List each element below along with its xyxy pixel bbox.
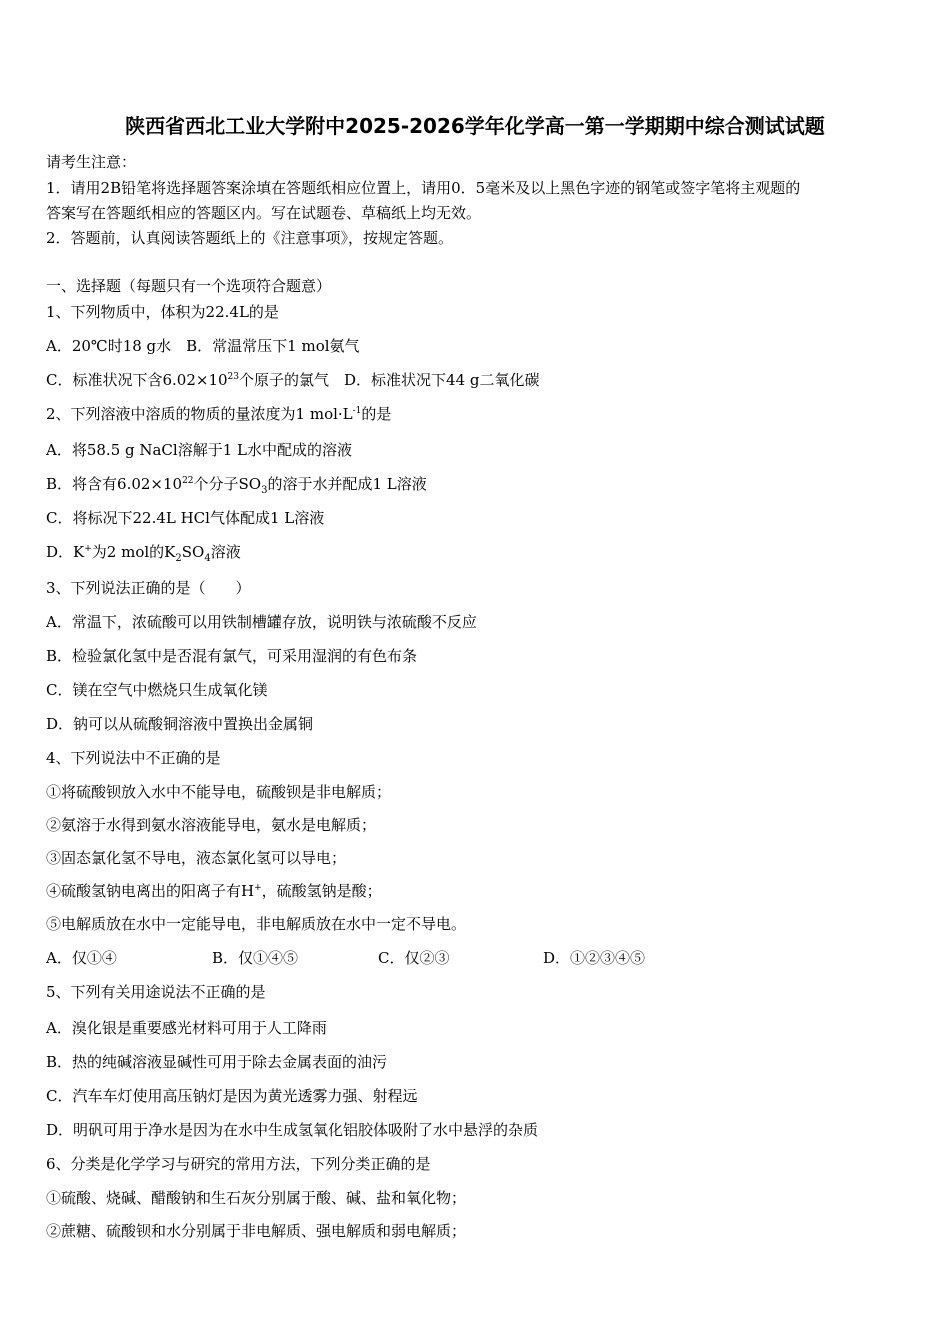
q5-option-a: A．溴化银是重要感光材料可用于人工降雨 [46, 1019, 327, 1037]
q5-stem: 5、下列有关用途说法不正确的是 [46, 983, 266, 1001]
q4-stem: 4、下列说法中不正确的是 [46, 749, 221, 767]
q4-option-c: C．仅②③ [378, 949, 450, 967]
q2-option-b: B．将含有$6.02\times 10^{22}$个分子$SO_3$的溶于水并配成1 L溶液 [46, 475, 427, 496]
q4-option-a: A．仅①④ [46, 949, 117, 967]
q4-statement-1: ①将硫酸钡放入水中不能导电，硫酸钡是非电解质； [46, 783, 392, 801]
q2-option-c: C．将标况下22.4L HCl气体配成1 L溶液 [46, 509, 325, 527]
q4-statement-3: ③固态氯化氢不导电，液态氯化氢可以导电； [46, 849, 347, 867]
q3-stem: 3、下列说法正确的是（ ） [46, 579, 251, 597]
q3-option-c: C．镁在空气中燃烧只生成氧化镁 [46, 681, 268, 699]
notice-item-1b: 答案写在答题纸相应的答题区内。写在试题卷、草稿纸上均无效。 [46, 204, 482, 222]
q3-option-a: A．常温下，浓硫酸可以用铁制槽罐存放，说明铁与浓硫酸不反应 [46, 613, 477, 631]
q5-option-c: C．汽车车灯使用高压钠灯是因为黄光透雾力强、射程远 [46, 1087, 418, 1105]
q3-option-d: D．钠可以从硫酸铜溶液中置换出金属铜 [46, 715, 314, 733]
q2-option-a: A．将58.5 g NaCl溶解于1 L水中配成的溶液 [46, 441, 352, 459]
q6-statement-2: ②蔗糖、硫酸钡和水分别属于非电解质、强电解质和弱电解质； [46, 1222, 467, 1240]
q4-option-d: D．①②③④⑤ [543, 949, 646, 967]
notice-item-2: 2．答题前，认真阅读答题纸上的《注意事项》，按规定答题。 [46, 229, 454, 247]
q2-option-d: D．K+为2 mol的$K_2SO_4$溶液 [46, 543, 241, 564]
q6-stem: 6、分类是化学学习与研究的常用方法，下列分类正确的是 [46, 1155, 431, 1173]
q2-stem: 2、下列溶液中溶质的物质的量浓度为1 $mol\cdot L^{-1}$的是 [46, 405, 392, 423]
q4-statement-5: ⑤电解质放在水中一定能导电，非电解质放在水中一定不导电。 [46, 915, 467, 933]
q4-statement-2: ②氨溶于水得到氨水溶液能导电，氨水是电解质； [46, 816, 377, 834]
q1-options-ab: A．20℃时18 g水 B．常温常压下1 mol氨气 [46, 337, 360, 355]
q1-stem: 1、下列物质中，体积为22.4L的是 [46, 303, 279, 321]
q4-option-b: B．仅①④⑤ [212, 949, 299, 967]
exam-title: 陕西省西北工业大学附中2025-2026学年化学高一第一学期期中综合测试试题 [125, 114, 825, 138]
q4-statement-4: ④硫酸氢钠电离出的阳离子有H+，硫酸氢钠是酸； [46, 882, 382, 900]
q5-option-b: B．热的纯碱溶液显碱性可用于除去金属表面的油污 [46, 1053, 388, 1071]
q1-options-cd: C．标准状况下含$6.02\times 10^{23}$个原子的氯气 D．标准状况下44 g二氧化碳 [46, 371, 540, 389]
section-heading: 一、选择题（每题只有一个选项符合题意） [46, 277, 332, 295]
notice-item-1a: 1．请用2B铅笔将选择题答案涂填在答题纸相应位置上，请用0．5毫米及以上黑色字迹的钢笔或签字笔将主观题的 [46, 179, 801, 197]
q3-option-b: B．检验氯化氢中是否混有氯气，可采用湿润的有色布条 [46, 647, 418, 665]
notice-heading: 请考生注意： [46, 153, 137, 171]
q5-option-d: D．明矾可用于净水是因为在水中生成氢氧化铝胶体吸附了水中悬浮的杂质 [46, 1121, 539, 1139]
q6-statement-1: ①硫酸、烧碱、醋酸钠和生石灰分别属于酸、碱、盐和氧化物； [46, 1189, 467, 1207]
